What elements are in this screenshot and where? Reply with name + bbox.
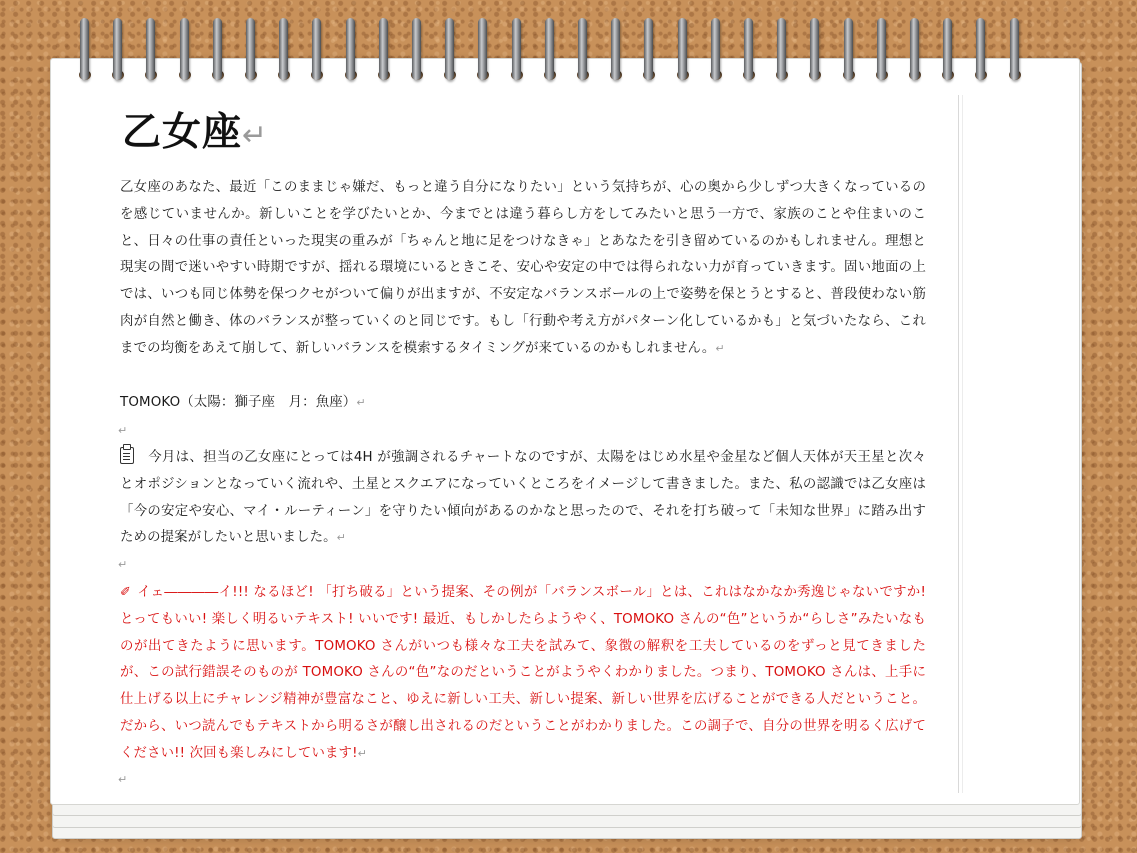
page-margin-line: [962, 95, 963, 793]
comment-text: 今月は、担当の乙女座にとっては4H が強調されるチャートなのですが、太陽をはじめ水星や金星など個人天体が天王星と次々とオポジションとなっていく流れや、土星とスクエアになっていくところをイメージして書きました。また、私の認識では乙女座は「今の安定や安心、マイ・ルーティーン」を守りたい傾向があるのかなと思ったので、それを打ち破って「未知な世界」に踏み出すための提案がしたいと思いました。: [120, 450, 926, 546]
paragraph-mark: ↵: [118, 558, 128, 571]
main-text: 乙女座のあなた、最近「このままじゃ嫌だ、もっと違う自分になりたい」という気持ちが、心の奥から少しずつ大きくなっているのを感じていませんか。新しいことを学びたいとか、今までとは違う暮らし方をしてみたいと思う一方で、家族のことや住まいのこと、日々の仕事の責任といった現実の重みが「ちゃんと地に足をつけなきゃ」とあなたを引き留めているのかもしれません。理想と現実の間で迷いやすい時期ですが、揺れる環境にいるときこそ、安心や安定の中では得られない力が育っていきます。固い地面の上では、いつも同じ体勢を保つクセがついて偏りが出ますが、不安定なバランスボールの上で姿勢を保とうとすると、普段使わない筋肉が自然と働き、体のバランスが整っていくのと同じです。もし「行動や考え方がパターン化しているかも」と気づいたなら、これまでの均衡をあえて崩して、新しいバランスを模索するタイミングが来ているのかもしれません。: [120, 180, 926, 356]
clipboard-icon: [120, 447, 134, 464]
paragraph-mark: ↵: [356, 396, 366, 409]
main-paragraph: [120, 175, 926, 363]
paragraph-mark: ↵: [118, 424, 128, 437]
paragraph-mark: ↵: [336, 531, 347, 545]
page-margin-line: [958, 95, 959, 793]
paragraph-mark: ↵: [715, 341, 725, 355]
title-text: 乙女座: [122, 110, 243, 155]
page-title: [122, 108, 268, 161]
pencil-icon: ✐: [120, 585, 132, 600]
author-text: TOMOKO（太陽：獅子座 月：魚座）: [120, 395, 357, 410]
editor-paragraph: [120, 580, 926, 768]
editor-text: イェ――――イ!!! なるほど! 「打ち破る」という提案、その例が「バランスボール」とは、これはなかなか秀逸じゃないですか! とってもいい! 楽しく明るいテキスト! いいです! 最近、もしかしたらようやく、TOMOKO さんの“色”というか“らしさ”みたいなものが出てきたように思います。TOMOKO さんがいつも様々な工夫を試みて、象徴の解釈を工夫しているのをずっと見てきましたが、この試行錯誤そのものが TOMOKO さんの“色”なのだということがようやくわかりました。つまり、TOMOKO さんは、上手に仕上げる以上にチャレンジ精神が豊富なこと、ゆえに新しい工夫、新しい提案、新しい世界を広げることができる人だということ。だから、いつ読んでもテキストから明るさが醸し出されるのだということがわかりました。この調子で、自分の世界を明るく広げてください!! 次回も楽しみにしています!: [120, 585, 926, 761]
author-line: [120, 390, 926, 417]
paragraph-mark: ↵: [118, 773, 128, 786]
comment-paragraph: [120, 445, 926, 552]
paragraph-mark: ↵: [242, 118, 269, 153]
paragraph-mark: ↵: [357, 746, 367, 760]
